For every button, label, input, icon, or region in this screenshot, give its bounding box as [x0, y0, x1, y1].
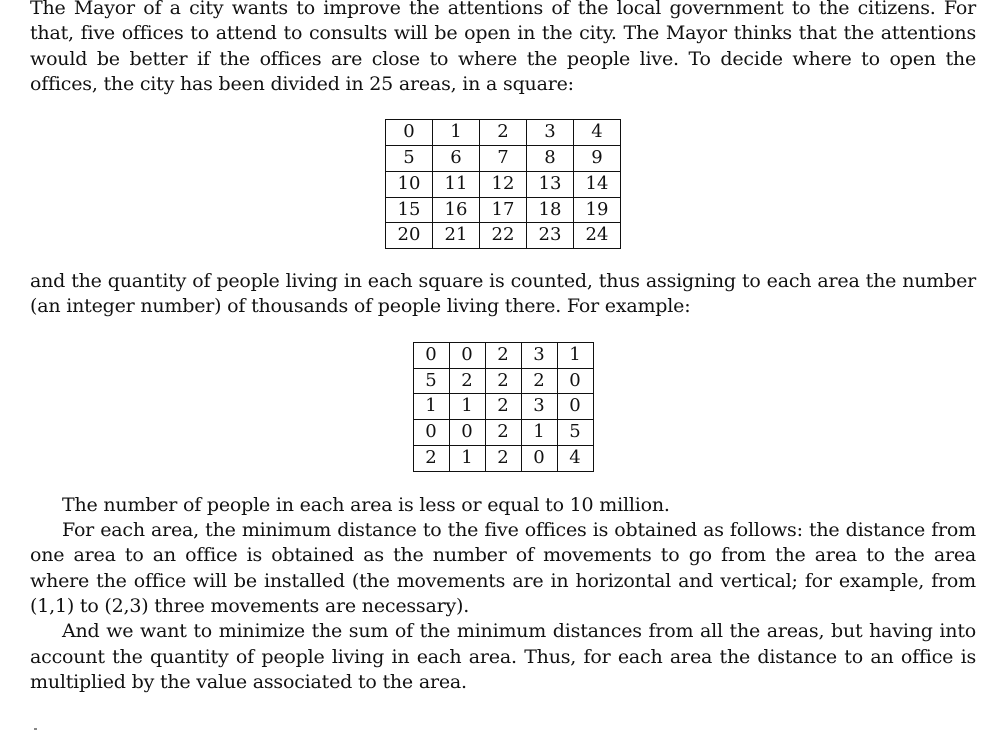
document-page — [30, 0, 976, 695]
area-id-cell: 4 — [574, 120, 621, 146]
population-cell: 2 — [485, 420, 521, 446]
area-id-cell: 1 — [433, 120, 480, 146]
population-row — [413, 368, 593, 394]
population-row — [413, 394, 593, 420]
area-id-cell: 23 — [527, 223, 574, 249]
population-cell: 3 — [521, 394, 557, 420]
population-row — [413, 445, 593, 471]
population-row — [413, 420, 593, 446]
population-cell: 5 — [557, 420, 593, 446]
population-cell: 0 — [449, 420, 485, 446]
area-id-cell: 24 — [574, 223, 621, 249]
area-id-cell: 11 — [433, 171, 480, 197]
distance-paragraph: For each area, the minimum distance to the five offices is obtained as follows: the distance from one area to an office is obtained as the number of movements to go from the area to the area where the office will be installed (the movements are in horizontal and vertical; for example, from (1,1) to (2,3) three movements are necessary). — [30, 519, 976, 617]
population-cell: 0 — [413, 420, 449, 446]
population-cell: 0 — [557, 394, 593, 420]
counting-paragraph: and the quantity of people living in each square is counted, thus assigning to each area the number (an integer number) of thousands of people living there. For example: — [30, 270, 976, 318]
area-id-cell: 10 — [386, 171, 433, 197]
area-id-cell: 20 — [386, 223, 433, 249]
population-table — [413, 342, 594, 472]
area-ids-row — [386, 197, 621, 223]
population-cell: 3 — [521, 342, 557, 368]
area-ids-row — [386, 120, 621, 146]
population-cell: 2 — [449, 368, 485, 394]
area-id-cell: 8 — [527, 145, 574, 171]
page-mark — [34, 728, 37, 730]
limit-paragraph: The number of people in each area is less or equal to 10 million. — [62, 493, 670, 516]
population-table-wrap — [30, 320, 976, 493]
population-cell: 0 — [413, 342, 449, 368]
area-id-cell: 19 — [574, 197, 621, 223]
intro-paragraph: The Mayor of a city wants to improve the attentions of the local government to the citizens. For that, five offices to attend to consults will be open in the city. The Mayor thinks that the attentions would be better if the offices are close to where the people live. To decide where to open the offices, the city has been divided in 25 areas, in a square: — [30, 0, 976, 95]
population-cell: 2 — [485, 342, 521, 368]
population-cell: 0 — [557, 368, 593, 394]
area-id-cell: 9 — [574, 145, 621, 171]
population-cell: 2 — [485, 445, 521, 471]
population-cell: 1 — [521, 420, 557, 446]
area-id-cell: 3 — [527, 120, 574, 146]
population-cell: 0 — [521, 445, 557, 471]
population-cell: 5 — [413, 368, 449, 394]
area-id-cell: 12 — [480, 171, 527, 197]
area-id-cell: 7 — [480, 145, 527, 171]
area-id-cell: 14 — [574, 171, 621, 197]
population-cell: 2 — [413, 445, 449, 471]
population-cell: 2 — [521, 368, 557, 394]
area-ids-row — [386, 223, 621, 249]
area-id-cell: 16 — [433, 197, 480, 223]
population-cell: 1 — [449, 445, 485, 471]
area-id-cell: 6 — [433, 145, 480, 171]
area-id-cell: 2 — [480, 120, 527, 146]
area-id-cell: 17 — [480, 197, 527, 223]
area-id-cell: 5 — [386, 145, 433, 171]
population-cell: 0 — [449, 342, 485, 368]
area-id-cell: 21 — [433, 223, 480, 249]
area-ids-table — [385, 119, 621, 249]
area-id-cell: 15 — [386, 197, 433, 223]
population-row — [413, 342, 593, 368]
area-id-cell: 22 — [480, 223, 527, 249]
population-cell: 2 — [485, 368, 521, 394]
objective-paragraph: And we want to minimize the sum of the minimum distances from all the areas, but having into account the quantity of people living in each area. Thus, for each area the distance to an office is multiplied by the value associated to the area. — [30, 620, 976, 693]
population-cell: 2 — [485, 394, 521, 420]
population-cell: 1 — [413, 394, 449, 420]
area-ids-row — [386, 145, 621, 171]
area-id-cell: 18 — [527, 197, 574, 223]
population-cell: 1 — [557, 342, 593, 368]
population-cell: 4 — [557, 445, 593, 471]
area-id-cell: 13 — [527, 171, 574, 197]
area-ids-table-wrap — [30, 97, 976, 269]
area-id-cell: 0 — [386, 120, 433, 146]
population-cell: 1 — [449, 394, 485, 420]
area-ids-row — [386, 171, 621, 197]
